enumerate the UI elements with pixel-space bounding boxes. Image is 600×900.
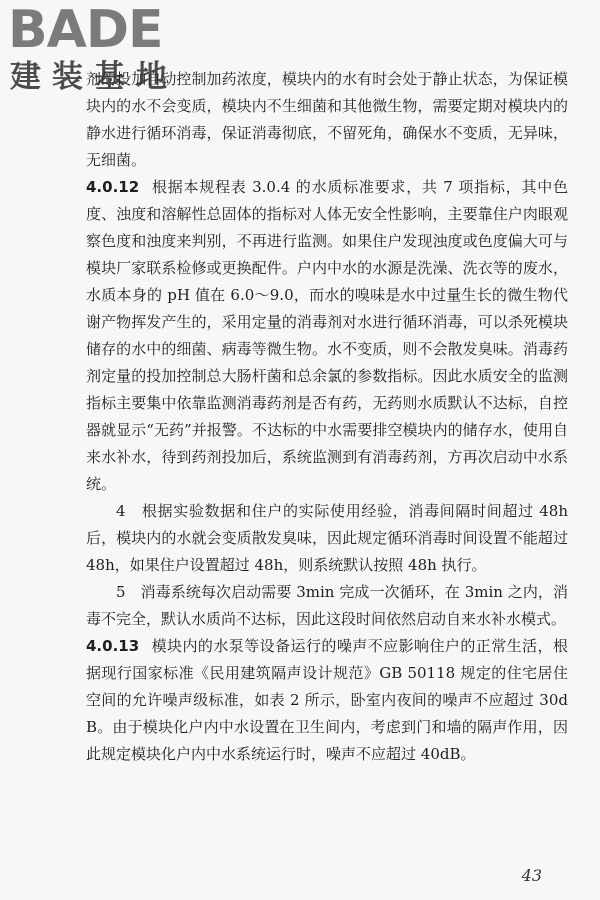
- clause-4-0-12: [86, 174, 568, 498]
- item-5-paragraph: [86, 579, 568, 633]
- body-text: [86, 66, 568, 768]
- logo-brand-text: BADE: [8, 0, 163, 60]
- paragraph-text: 5 消毒系统每次启动需要 3min 完成一次循环，在 3min 之内，消毒不完全，默认水质尚不达标，因此这段时间依然启动自来水补水模式。: [86, 583, 568, 628]
- paragraph-text: 剂的投加自动控制加药浓度，模块内的水有时会处于静止状态，为保证模块内的水不会变质，模块内不生细菌和其他微生物，需要定期对模块内的静水进行循环消毒，保证消毒彻底，不留死角，确保水不变质，无异味，无细菌。: [86, 70, 568, 169]
- clause-number: 4.0.13: [86, 637, 140, 655]
- clause-number: 4.0.12: [86, 178, 140, 196]
- paragraph-text: 根据本规程表 3.0.4 的水质标准要求，共 7 项指标，其中色度、浊度和溶解性总固体的指标对人体无安全性影响，主要靠住户肉眼观察色度和浊度来判别，不再进行监测。如果住户发现浊度或色度偏大可与模块厂家联系检修或更换配件。户内中水的水源是洗澡、洗衣等的废水，水质本身的 pH 值在 6.0～9.0，而水的嗅味是水中过量生长的微生物代谢产物挥发产生的，采用定量的消毒剂对水进行循环消毒，可以杀死模块储存的水中的细菌、病毒等微生物。水不变质，则不会散发臭味。消毒药剂定量的投加控制总大肠杆菌和总余氯的参数指标。因此水质安全的监测指标主要集中依靠监测消毒药剂是否有药，无药则水质默认不达标，自控器就显示“无药”并报警。不达标的中水需要排空模块内的储存水，使用自来水补水，待到药剂投加后，系统监测到有消毒药剂，方再次启动中水系统。: [86, 178, 568, 493]
- page-number: 43: [521, 866, 542, 885]
- bade-logo: [8, 0, 178, 100]
- paragraph-text: 4 根据实验数据和住户的实际使用经验，消毒间隔时间超过 48h 后，模块内的水就会变质散发臭味，因此规定循环消毒时间设置不能超过 48h，如果住户设置超过 48h，则系统默认按照 48h 执行。: [86, 502, 568, 574]
- clause-4-0-13: [86, 633, 568, 768]
- item-4-paragraph: [86, 498, 568, 579]
- logo-subtitle-text: 建装基地: [10, 59, 178, 95]
- paragraph-text: 模块内的水泵等设备运行的噪声不应影响住户的正常生活，根据现行国家标准《民用建筑隔声设计规范》GB 50118 规定的住宅居住空间的允许噪声级标准，如表 2 所示，卧室内夜间的噪声不应超过 30dB。由于模块化户内中水设置在卫生间内，考虑到门和墙的隔声作用，因此规定模块化户内中水系统运行时，噪声不应超过 40dB。: [86, 637, 568, 763]
